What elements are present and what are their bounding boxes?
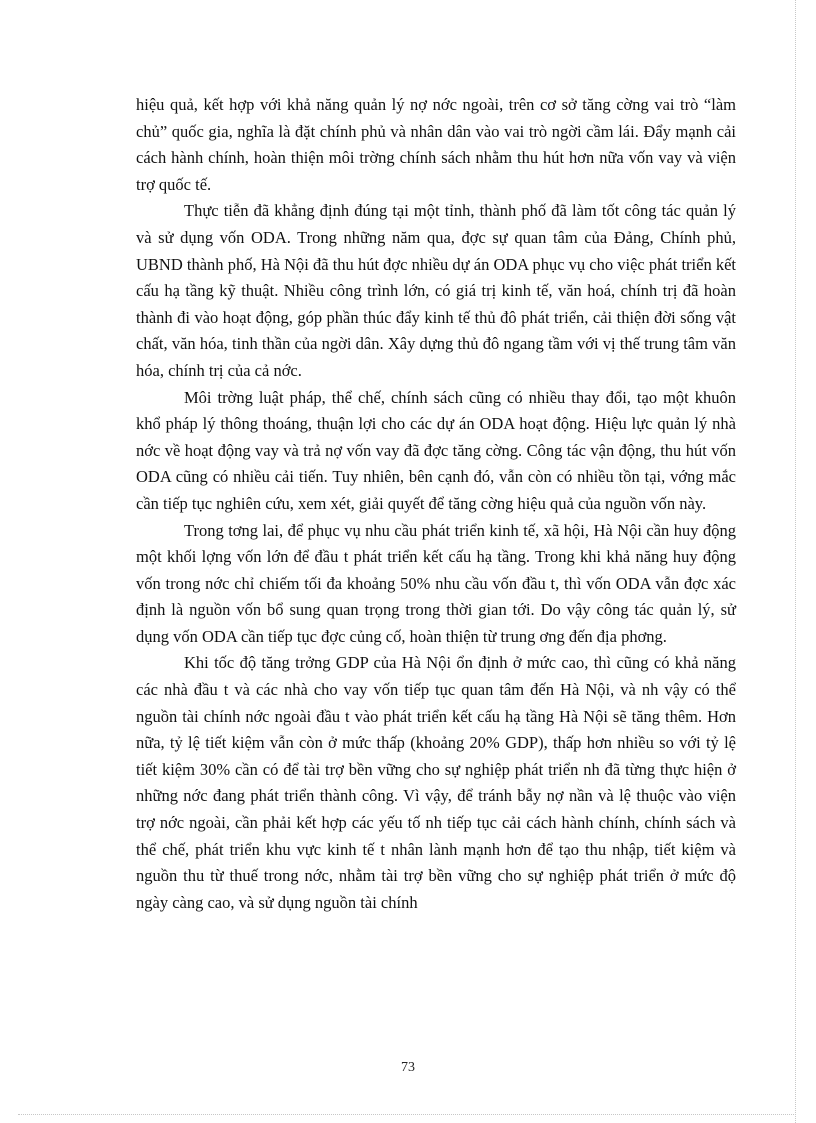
page-number: 73 xyxy=(401,1060,415,1075)
paragraph-1: hiệu quả, kết hợp với khả năng quản lý nợ nớc ngoài, trên cơ sở tăng cờng vai trò “làm chủ” quốc gia, nghĩa là đặt chính phủ và nhân dân vào vai trò ngời cầm lái. Đẩy mạnh cải cách hành chính, hoàn thiện môi trờng chính sách nhằm thu hút hơn nữa vốn vay và viện trợ quốc tế. xyxy=(136,95,736,194)
page-edge-right xyxy=(795,0,796,1123)
body-text xyxy=(136,92,736,916)
paragraph-4: Trong tơng lai, để phục vụ nhu cầu phát triển kinh tế, xã hội, Hà Nội cần huy động một khối lợng vốn lớn để đầu t phát triển kết cấu hạ tầng. Trong khi khả năng huy động vốn trong nớc chỉ chiếm tối đa khoảng 50% nhu cầu vốn đầu t, thì vốn ODA vẫn đợc xác định là nguồn vốn bổ sung quan trọng trong thời gian tới. Do vậy công tác quản lý, sử dụng vốn ODA cần tiếp tục đợc củng cố, hoàn thiện từ trung ơng đến địa phơng. xyxy=(136,520,736,646)
paragraph-2: Thực tiễn đã khẳng định đúng tại một tỉnh, thành phố đã làm tốt công tác quản lý và sử dụng vốn ODA. Trong những năm qua, đợc sự quan tâm của Đảng, Chính phủ, UBND thành phố, Hà Nội đã thu hút đợc nhiều dự án ODA phục vụ cho việc phát triển kết cấu hạ tầng kỹ thuật. Nhiều công trình lớn, có giá trị kinh tế, văn hoá, chính trị đã hoàn thành đi vào hoạt động, góp phần thúc đẩy kinh tế thủ đô phát triển, cải thiện đời sống vật chất, văn hóa, tinh thần của ngời dân. Xây dựng thủ đô ngang tầm với vị thế trung tâm văn hóa, chính trị của cả nớc. xyxy=(136,201,736,380)
paragraph-5: Khi tốc độ tăng trởng GDP của Hà Nội ổn định ở mức cao, thì cũng có khả năng các nhà đầu t và các nhà cho vay vốn tiếp tục quan tâm đến Hà Nội, và nh vậy có thể nguồn tài chính nớc ngoài đầu t vào phát triển kết cấu hạ tầng Hà Nội sẽ tăng thêm. Hơn nữa, tỷ lệ tiết kiệm vẫn còn ở mức thấp (khoảng 20% GDP), thấp hơn nhiều so với tỷ lệ tiết kiệm 30% cần có để tài trợ bền vững cho sự nghiệp phát triển nh đã từng thực hiện ở những nớc đang phát triển thành công. Vì vậy, để tránh bẫy nợ nần và lệ thuộc vào viện trợ nớc ngoài, cần phải kết hợp các yếu tố nh tiếp tục cải cách hành chính, chính sách và thể chế, phát triển khu vực kinh tế t nhân lành mạnh hơn để tạo thu nhập, tiết kiệm và nguồn thu từ thuế trong nớc, nhằm tài trợ bền vững cho sự nghiệp phát triển ở mức độ ngày càng cao, và sử dụng nguồn tài chính xyxy=(136,653,736,912)
paragraph-3: Môi trờng luật pháp, thể chế, chính sách cũng có nhiều thay đổi, tạo một khuôn khổ pháp lý thông thoáng, thuận lợi cho các dự án ODA hoạt động. Hiệu lực quản lý nhà nớc về hoạt động vay và trả nợ vốn vay đã đợc tăng cờng. Công tác vận động, thu hút vốn ODA cũng có nhiều cải tiến. Tuy nhiên, bên cạnh đó, vẫn còn có nhiều tồn tại, vớng mắc cần tiếp tục nghiên cứu, xem xét, giải quyết để tăng cờng hiệu quả của nguồn vốn này. xyxy=(136,387,736,513)
page-edge-bottom xyxy=(18,1114,796,1115)
